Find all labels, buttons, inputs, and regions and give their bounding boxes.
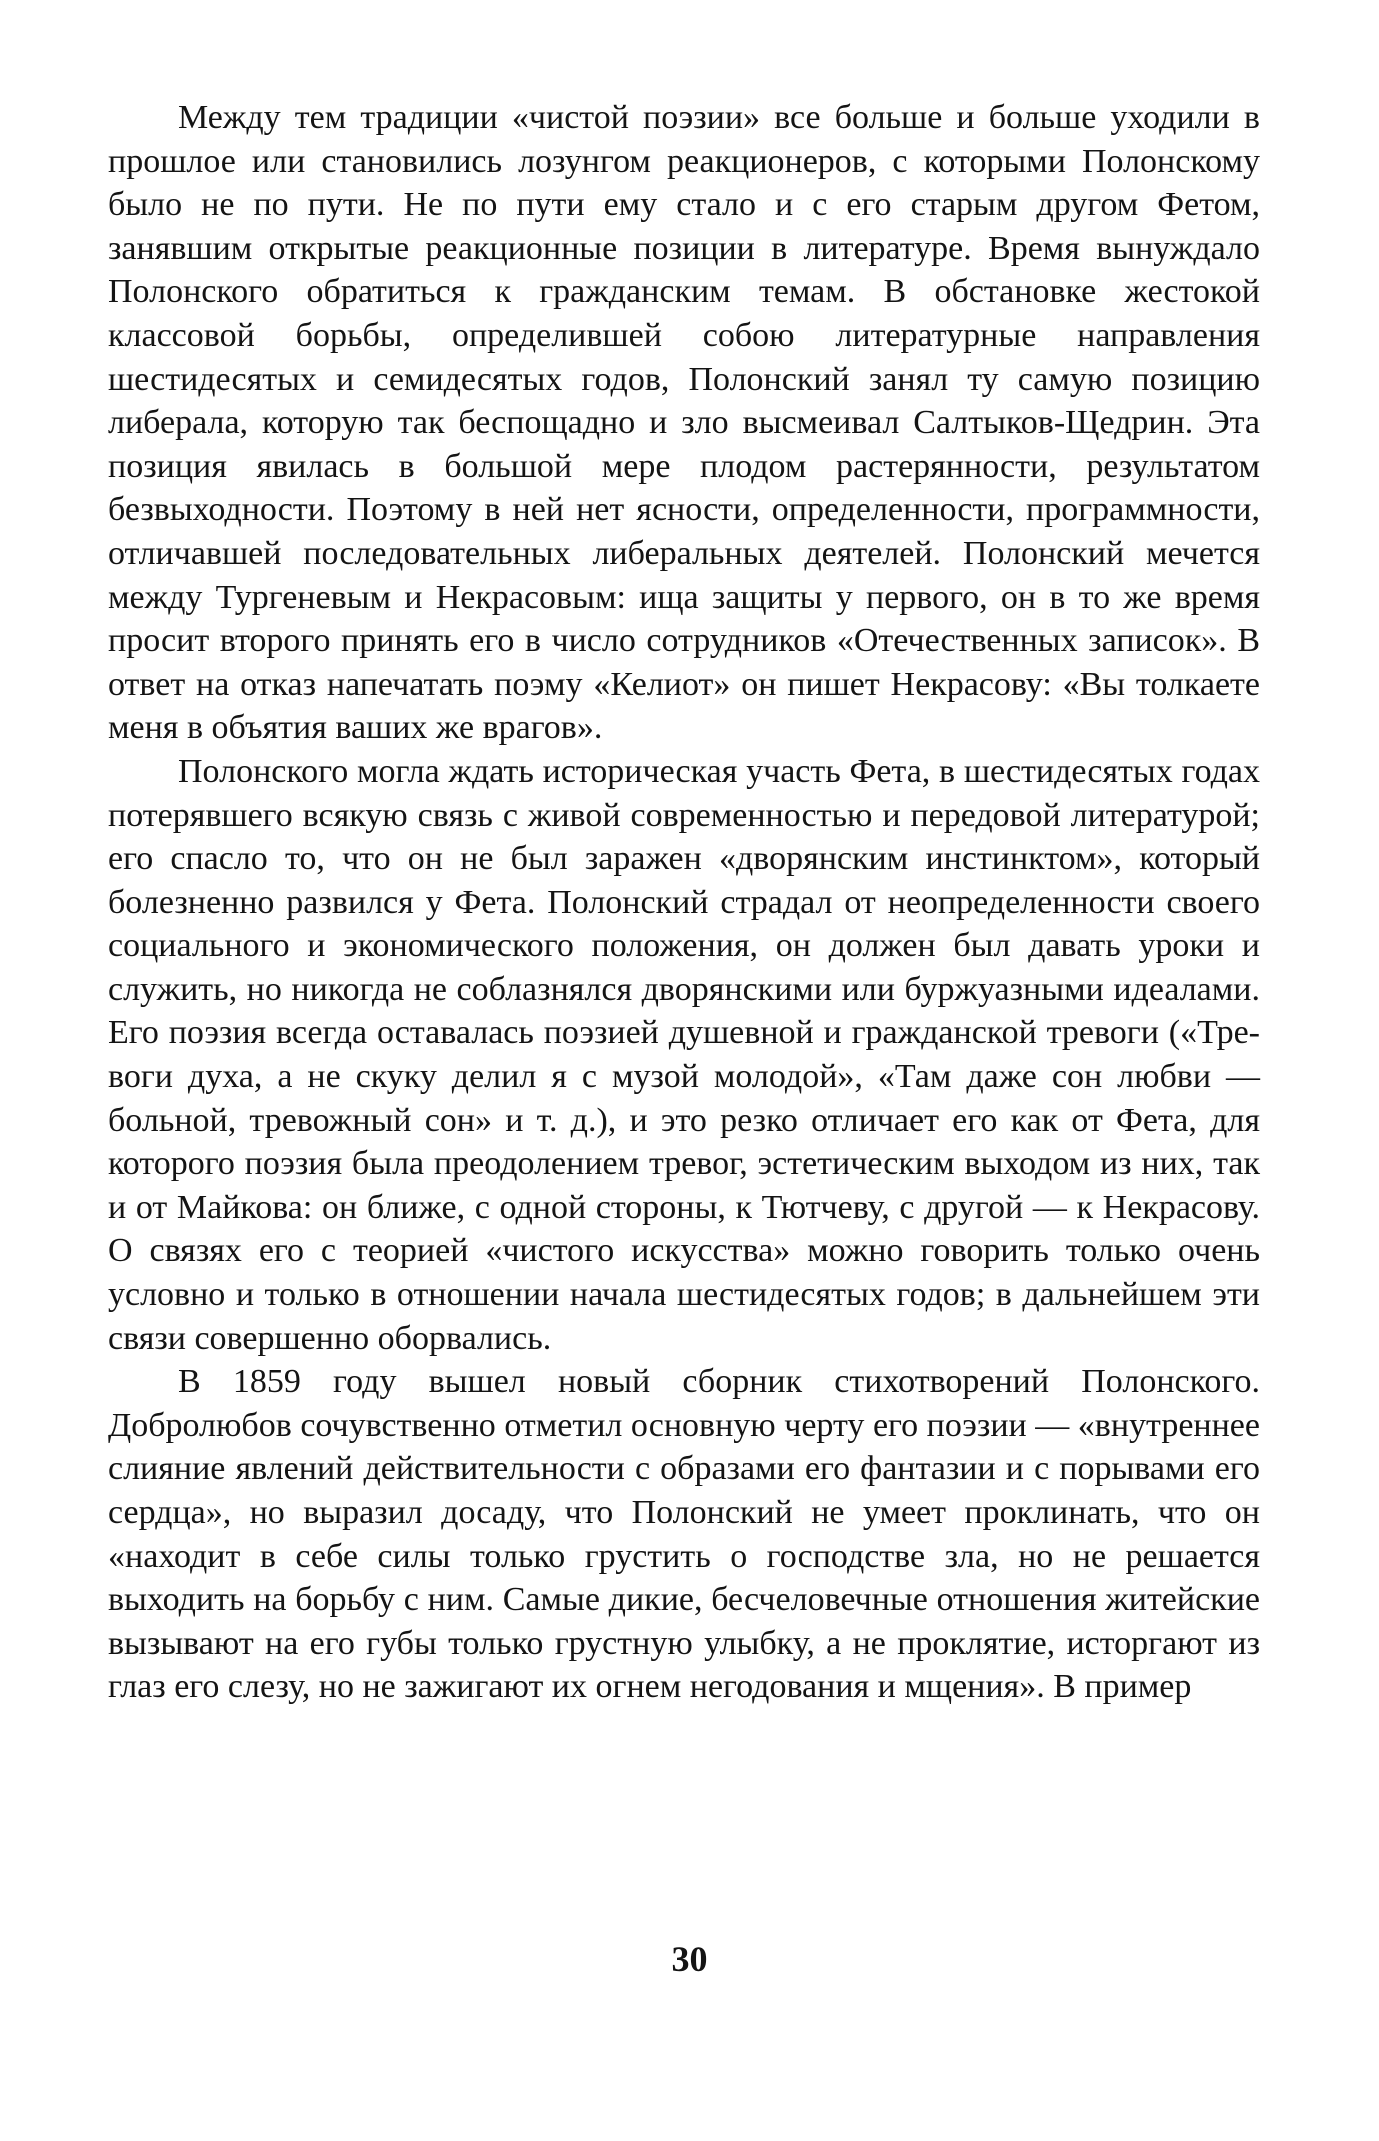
paragraph-3: В 1859 году вышел новый сборник стихотворений Полонского. Добролюбов сочувственно отметил основную черту его поэзии — «внутреннее слияние явлений действительности с образами его фантазии и с порывами его сердца», но выразил досаду, что Полонский не умеет проклинать, что он «находит в себе силы только грустить о господстве зла, но не решается выходить на борьбу с ним. Самые дикие, бесчеловечные отношения житейские вызывают на его губы только грустную улыбку, а не проклятие, исторгают из глаз его слезу, но не зажигают их огнем негодования и мщения». В пример: [108, 1363, 1260, 1706]
paragraph-1: Между тем традиции «чистой поэзии» все больше и больше уходили в прошлое или становились лозунгом реакционеров, с которыми Полонскому было не по пути. Не по пути ему стало и с его старым другом Фетом, занявшим открытые реакционные позиции в литературе. Время вынуждало Полонского обратиться к гражданским темам. В обстановке жестокой классовой борьбы, определившей собою литературные направления шестидесятых и семидесятых годов, Полонский занял ту самую позицию либерала, которую так беспощадно и зло высмеивал Салтыков-Щедрин. Эта позиция явилась в большой мере плодом растерянности, результатом безвыходности. Поэтому в ней нет ясности, определенности, программности, отличавшей последовательных либеральных деятелей. Полонский мечется между Тургеневым и Некрасовым: ища защиты у первого, он в то же время просит второго принять его в число сотрудников «Отечественных записок». В ответ на отказ напечатать поэму «Келиот» он пишет Некрасову: «Вы толкаете меня в объятия ваших же врагов».: [108, 99, 1260, 747]
page-body: [108, 96, 1260, 1709]
page-number: 30: [671, 1939, 708, 1979]
paragraph-2: Полонского могла ждать историческая участь Фета, в шестидесятых годах потерявшего всякую связь с живой современностью и передовой литературой; его спасло то, что он не был заражен «дворянским инстинктом», который болезненно развился у Фета. Полонский страдал от неопределенности своего социального и экономического положения, он должен был давать уроки и служить, но никогда не соблазнялся дворянскими или буржуазными идеалами. Его поэзия всегда оставалась поэзией душевной и гражданской тревоги («Тревоги духа, а не скуку делил я с музой молодой», «Там даже сон любви — больной, тревожный сон» и т. д.), и это резко отличает его как от Фета, для которого поэзия была преодолением тревог, эстетическим выходом из них, так и от Майкова: он ближе, с одной стороны, к Тютчеву, с другой — к Некрасову. О связях его с теорией «чистого искусства» можно говорить только очень условно и только в отношении начала шестидесятых годов; в дальнейшем эти связи совершенно оборвались.: [108, 752, 1260, 1357]
